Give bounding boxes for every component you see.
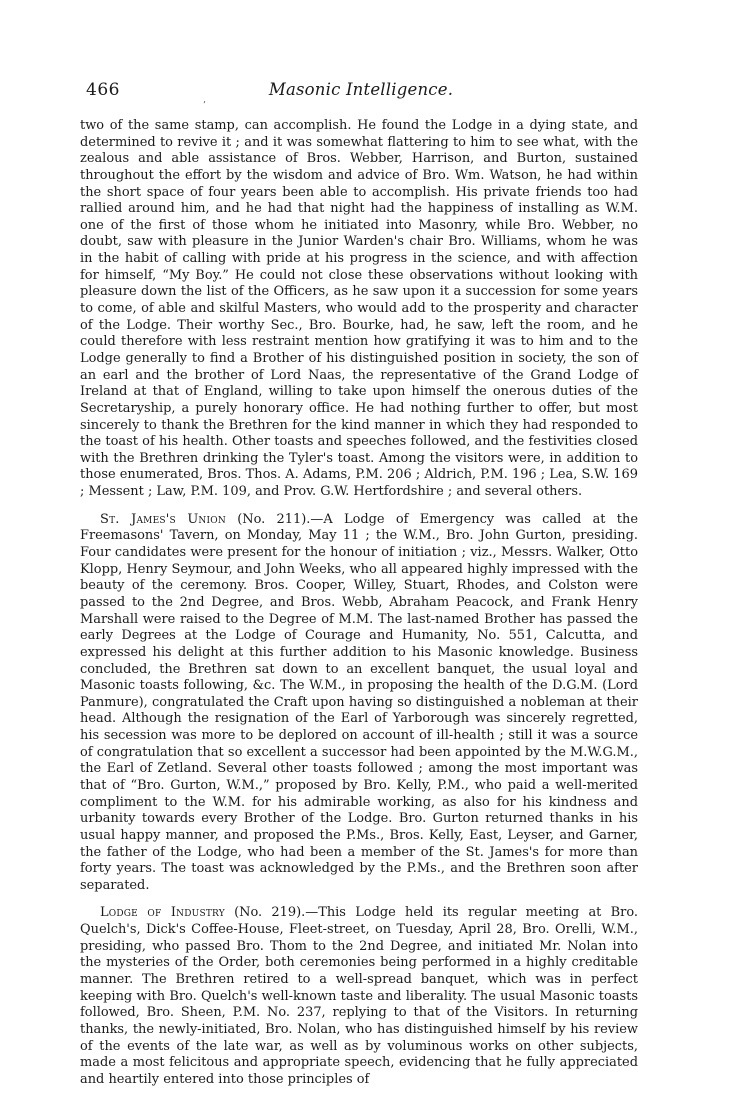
- running-title: Masonic Intelligence.: [268, 80, 454, 99]
- lodge-name: St. James's Union: [100, 511, 226, 527]
- article-body: [80, 118, 638, 1089]
- paragraph-text: (No. 219).—This Lodge held its regular meeting at Bro. Quelch's, Dick's Coffee-House, Fleet-street, on Tuesday, April 28, Bro. Orelli, W.M., presiding, who passed Bro. Thom to the 2nd Degree, and initiated Mr. Nolan into the mysteries of the Order, both ceremonies being performed in a highly creditable manner. The Brethren retired to a well-spread banquet, which was in perfect keeping with Bro. Quelch's well-known taste and liberality. The usual Masonic toasts followed, Bro. Sheen, P.M. No. 237, replying to that of the Visitors. In returning thanks, the newly-initiated, Bro. Nolan, who has distinguished himself by his review of the events of the late war, as well as by voluminous works on other subjects, made a most felicitous and appropriate speech, evidencing that he fully appreciated and heartily entered into those principles of: [80, 905, 638, 1087]
- page-number: 466: [86, 80, 120, 100]
- page-header: [86, 80, 636, 106]
- paragraph-continuation: [80, 118, 638, 501]
- paragraph-st-james-union: [80, 512, 638, 895]
- paragraph-lodge-of-industry: [80, 905, 638, 1088]
- stray-mark: ’: [203, 101, 206, 111]
- paragraph-text: (No. 211).—A Lodge of Emergency was called at the Freemasons' Tavern, on Monday, May 11 ; the W.M., Bro. John Gurton, presiding. Four candidates were present for the honour of initiation ; viz., Messrs. Walker, Otto Klopp, Henry Seymour, and John Weeks, who all appeared highly impressed with the beauty of the ceremony. Bros. Cooper, Willey, Stuart, Rhodes, and Colston were passed to the 2nd Degree, and Bros. Webb, Abraham Peacock, and Frank Henry Marshall were raised to the Degree of M.M. The last-named Brother has passed the early Degrees at the Lodge of Courage and Humanity, No. 551, Calcutta, and expressed his delight at this further addition to his Masonic knowledge. Business concluded, the Brethren sat down to an excellent banquet, the usual loyal and Masonic toasts following, &c. The W.M., in proposing the health of the D.G.M. (Lord Panmure), congratulated the Craft upon having so distinguished a nobleman at their head. Although the resignation of the Earl of Yarborough was sincerely regretted, his secession was more to be deplored on account of ill-health ; still it was a source of congratulation that so excellent a successor had been appointed by the M.W.G.M., the Earl of Zetland. Several other toasts followed ; among the most important was that of “Bro. Gurton, W.M.,” proposed by Bro. Kelly, P.M., who paid a well-merited compliment to the W.M. for his admirable working, as also for his kindness and urbanity towards every Brother of the Lodge. Bro. Gurton returned thanks in his usual happy manner, and proposed the P.Ms., Bros. Kelly, East, Leyser, and Garner, the father of the Lodge, who had been a member of the St. James's for more than forty years. The toast was acknowledged by the P.Ms., and the Brethren soon after separated.: [80, 511, 638, 893]
- lodge-name: Lodge of Industry: [100, 905, 225, 921]
- paragraph-text: two of the same stamp, can accomplish. He found the Lodge in a dying state, and determined to revive it ; and it was somewhat flattering to him to see what, with the zealous and able assistance of Bros. Webber, Harrison, and Burton, sustained throughout the effort by the wisdom and advice of Bro. Wm. Watson, he had within the short space of four years been able to accomplish. His private friends too had rallied around him, and he had that night had the happiness of installing as W.M. one of the first of those whom he initiated into Masonry, while Bro. Webber, no doubt, saw with pleasure in the Junior Warden's chair Bro. Williams, whom he was in the habit of calling with pride at his progress in the science, and with affection for himself, “My Boy.” He could not close these observations without looking with pleasure down the list of the Officers, as he saw upon it a succession for some years to come, of able and skilful Masters, who would add to the prosperity and character of the Lodge. Their worthy Sec., Bro. Bourke, had, he saw, left the room, and he could therefore with less restraint mention how gratifying it was to him and to the Lodge generally to find a Brother of his distinguished position in society, the son of an earl and the brother of Lord Naas, the representative of the Grand Lodge of Ireland at that of England, willing to take upon himself the onerous duties of the Secretaryship, a purely honorary office. He had nothing further to offer, but most sincerely to thank the Brethren for the kind manner in which they had responded to the toast of his health. Other toasts and speeches followed, and the festivities closed with the Brethren drinking the Tyler's toast. Among the visitors were, in addition to those enumerated, Bros. Thos. A. Adams, P.M. 206 ; Aldrich, P.M. 196 ; Lea, S.W. 169 ; Messent ; Law, P.M. 109, and Prov. G.W. Hertfordshire ; and several others.: [80, 118, 638, 500]
